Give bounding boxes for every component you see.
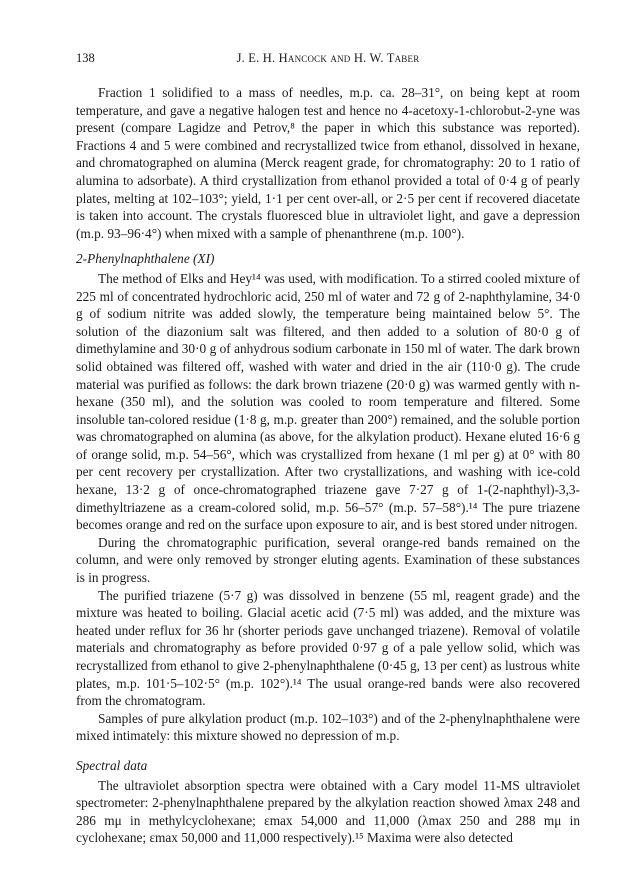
paragraph-chromatographic-purification: During the chromatographic purification, several orange-red bands remained on the column, and were only removed by stronger eluting agents. Examination of these substances is in progress. <box>76 534 580 586</box>
paragraph-spectral-data: The ultraviolet absorption spectra were obtained with a Cary model 11-MS ultraviolet spectrometer: 2-phenylnaphthalene prepared by the alkylation reaction showed λmax 248 and 286 mμ in methylcyclohexane; εmax 54,000 and 11,000 (λmax 250 and 288 mμ in cyclohexane; εmax 50,000 and 11,000 respectively).¹⁵ Maxima were also detected <box>76 777 580 846</box>
running-head-authors: J. E. H. Hancock and H. W. Taber <box>236 51 420 65</box>
section-heading-spectral-data: Spectral data <box>76 757 148 773</box>
running-head <box>76 50 580 72</box>
paragraph-mixed-samples: Samples of pure alkylation product (m.p. 102–103°) and of the 2-phenylnaphthalene were mixed intimately: this mixture showed no depression of m.p. <box>76 710 580 744</box>
paragraph-fraction-1: Fraction 1 solidified to a mass of needles, m.p. ca. 28–31°, on being kept at room temperature, and gave a negative halogen test and hence no 4-acetoxy-1-chlorobut-2-yne was present (compare Lagidze and Petrov,⁸ the paper in which this substance was reported). Fractions 4 and 5 were combined and recrystallized twice from ethanol, dissolved in hexane, and chromatographed on alumina (Merck reagent grade, for chromatography: 20 to 1 ratio of alumina to adsorbate). A third crystallization from ethanol provided a total of 0·4 g of pearly plates, melting at 102–103°; yield, 1·1 per cent over-all, or 2·5 per cent if recovered diacetate is taken into account. The crystals fluoresced blue in ultraviolet light, and gave a depression (m.p. 93–96·4°) when mixed with a sample of phenanthrene (m.p. 100°). <box>76 85 580 241</box>
paragraph-purified-triazene: The purified triazene (5·7 g) was dissolved in benzene (55 ml, reagent grade) and the mixture was heated to boiling. Glacial acetic acid (7·5 ml) was added, and the mixture was heated under reflux for 36 hr (shorter periods gave unchanged triazene). Removal of volatile materials and chromatography as before provided 0·97 g of a pale yellow solid, which was recrystallized from ethanol to give 2-phenylnaphthalene (0·45 g, 13 per cent) as lustrous white plates, m.p. 101·5–102·5° (m.p. 102°).¹⁴ The usual orange-red bands were also recovered from the chromatogram. <box>76 587 580 709</box>
paragraph-elks-hey-method: The method of Elks and Hey¹⁴ was used, with modification. To a stirred cooled mixture of 225 ml of concentrated hydrochloric acid, 250 ml of water and 72 g of 2-naphthylamine, 34·0 g of sodium nitrite was added slowly, the temperature being maintained below 5°. The solution of the diazonium salt was filtered, and then added to a solution of 80·0 g of dimethylamine and 30·0 g of anhydrous sodium carbonate in 150 ml of water. The dark brown solid obtained was filtered off, washed with water and dried in the air (110·0 g). The crude material was purified as follows: the dark brown triazene (20·0 g) was warmed gently with n-hexane (350 ml), and the solution was cooled to room temperature and filtered. Some insoluble tan-colored residue (1·8 g, m.p. greater than 200°) remained, and the soluble portion was chromatographed on alumina (as above, for the alkylation product). Hexane eluted 16·6 g of orange solid, m.p. 54–56°, which was crystallized from hexane (1 ml per g) at 0° with 80 per cent recovery per crystallization. After two crystallizations, and washing with ice-cold hexane, 13·2 g of once-chromatographed triazene gave 7·27 g of 1-(2-naphthyl)-3,3-dimethyltriazene as a cream-colored solid, m.p. 56–57° (m.p. 57–58°).¹⁴ The pure triazene becomes orange and red on the surface upon exposure to air, and is best stored under nitrogen. <box>76 270 580 533</box>
page-number: 138 <box>76 51 95 65</box>
section-heading-phenylnaphthalene: 2-Phenylnaphthalene (XI) <box>76 251 215 267</box>
